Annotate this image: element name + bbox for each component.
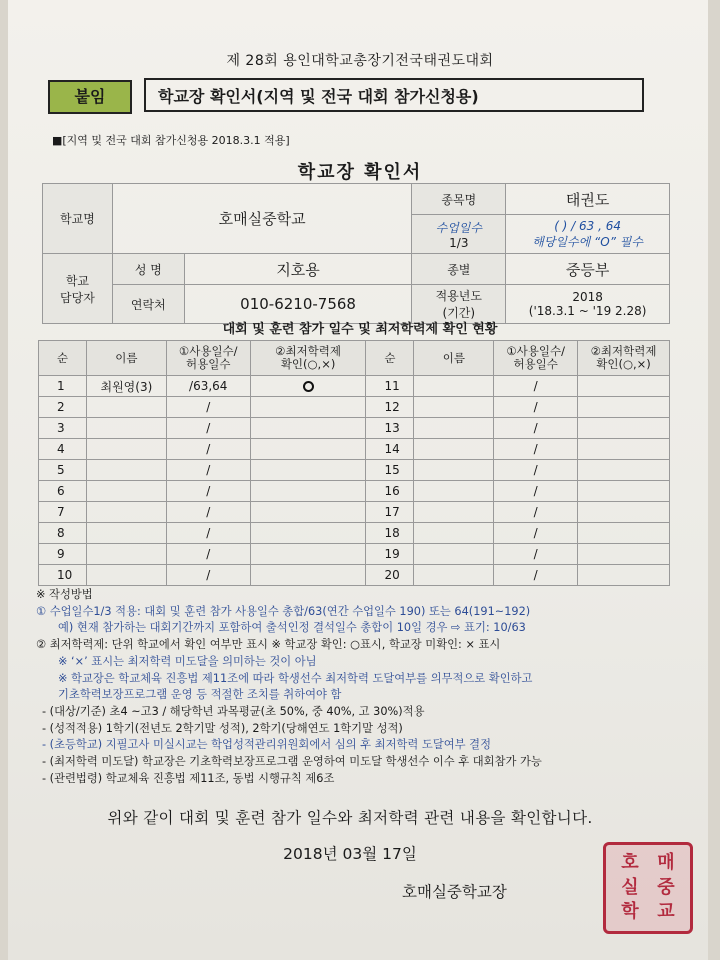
manager-label (43, 254, 113, 324)
col-no-2: 순 (366, 341, 414, 376)
attachment-badge: 붙임 (48, 80, 132, 114)
issue-date: 2018년 03월 17일 (283, 845, 417, 863)
row-name (86, 565, 166, 586)
note-3: ※ ‘×’ 표시는 최저학력 미도달을 의미하는 것이 아님 (58, 654, 317, 668)
row-check (250, 481, 366, 502)
row-number: 16 (366, 481, 414, 502)
class-days-hint: 해당일수에 “O” 필수 (532, 234, 643, 249)
status-table-title: 대회 및 훈련 참가 일수 및 최저학력제 확인 현황 (222, 322, 498, 337)
row-name (414, 481, 494, 502)
row-check (578, 502, 670, 523)
period-label-line2: (기간) (442, 306, 476, 320)
division-value: 중등부 (506, 254, 670, 285)
row-number: 13 (366, 418, 414, 439)
row-check (578, 397, 670, 418)
col-min-2 (578, 341, 670, 376)
row-number: 11 (366, 376, 414, 397)
row-check (250, 460, 366, 481)
col-min (250, 341, 366, 376)
row-days: / (166, 523, 250, 544)
row-days: / (166, 418, 250, 439)
row-check (578, 565, 670, 586)
circle-mark-icon (303, 381, 314, 392)
row-number: 5 (39, 460, 87, 481)
row-days: / (494, 502, 578, 523)
row-number: 20 (366, 565, 414, 586)
row-check (250, 376, 366, 397)
row-days: / (166, 565, 250, 586)
confirmation-statement: 위와 같이 대회 및 훈련 참가 일수와 최저학력 관련 내용을 확인합니다. (107, 809, 593, 827)
table-row (39, 460, 670, 481)
col-days2-line2: 허용일수 (513, 357, 558, 371)
row-check (578, 523, 670, 544)
row-number: 17 (366, 502, 414, 523)
seal-char: 매 (657, 852, 675, 873)
row-days: / (494, 523, 578, 544)
row-number: 2 (39, 397, 87, 418)
col-days (166, 341, 250, 376)
row-name (414, 502, 494, 523)
row-check (250, 523, 366, 544)
row-name (86, 460, 166, 481)
note-4b: 기초학력보장프로그램 운영 등 적절한 조치를 취하여야 함 (58, 688, 342, 702)
seal-char: 실 (621, 876, 639, 898)
row-days: / (494, 481, 578, 502)
table-row (39, 376, 670, 397)
row-number: 4 (39, 439, 87, 460)
document-title: 학교장 확인서 (297, 162, 423, 183)
row-name (86, 397, 166, 418)
contact-number: 010-6210-7568 (184, 285, 412, 324)
row-name (414, 544, 494, 565)
table-row (39, 418, 670, 439)
row-name: 최원영(3) (86, 376, 166, 397)
col-no: 순 (39, 341, 87, 376)
period-range: ('18.3.1 ~ '19 2.28) (528, 304, 647, 318)
col-days-line1: ①사용일수/ (178, 344, 238, 358)
row-check (250, 439, 366, 460)
row-days: / (494, 376, 578, 397)
note-7: - (초등학교) 지필고사 미실시교는 학업성적관리위원회에서 심의 후 최저학력 도달여부 결정 (42, 738, 491, 752)
table-row (39, 439, 670, 460)
note-1a: ① 수업일수1/3 적용: 대회 및 훈련 참가 사용일수 총합/63(연간 수업일수 190) 또는 64(191~192) (36, 604, 531, 618)
class-days-count: ( ) / 63 , 64 (554, 218, 622, 233)
row-days: / (494, 397, 578, 418)
seal-char: 중 (657, 876, 675, 898)
row-name (414, 565, 494, 586)
row-number: 6 (39, 481, 87, 502)
note-8: - (최저학력 미도달) 학교장은 기초학력보장프로그램 운영하여 미도달 학생선수 이수 후 대회참가 가능 (42, 755, 542, 769)
row-name (86, 481, 166, 502)
table-header-row (39, 341, 670, 376)
row-check (578, 544, 670, 565)
event-title: 제 28회 용인대학교총장기전국태권도대회 (226, 53, 494, 69)
row-days: / (166, 544, 250, 565)
table-row (39, 502, 670, 523)
manager-label-line2: 담당자 (60, 290, 95, 305)
manager-name: 지호용 (184, 254, 412, 285)
col-min2-line1: ②최저학력제 (590, 344, 657, 358)
col-days-line2: 허용일수 (186, 357, 231, 371)
participation-table (38, 340, 670, 586)
row-number: 7 (39, 502, 87, 523)
row-name (414, 523, 494, 544)
note-2: ② 최저학력제: 단위 학교에서 확인 여부만 표시 ※ 학교장 확인: ○표시, 학교장 미확인: × 표시 (36, 638, 501, 652)
row-days: / (166, 481, 250, 502)
class-days-value (506, 215, 670, 254)
note-5: - (대상/기준) 초4 ~고3 / 해당학년 과목평균(초 50%, 중 40%, 고 30%)적용 (42, 704, 425, 718)
seal-char: 교 (657, 901, 675, 923)
official-seal (603, 842, 693, 934)
row-name (414, 460, 494, 481)
class-days-label-text: 수업일수 (435, 220, 482, 235)
table-row (39, 523, 670, 544)
row-days: / (494, 460, 578, 481)
row-name (86, 439, 166, 460)
row-check (578, 481, 670, 502)
row-number: 3 (39, 418, 87, 439)
row-check (250, 502, 366, 523)
row-number: 15 (366, 460, 414, 481)
seal-char: 호 (621, 852, 639, 873)
row-check (250, 544, 366, 565)
row-name (414, 418, 494, 439)
row-check (250, 565, 366, 586)
period-label-line1: 적용년도 (435, 289, 482, 303)
row-check (250, 418, 366, 439)
row-number: 8 (39, 523, 87, 544)
row-check (578, 439, 670, 460)
name-label: 성 명 (112, 254, 184, 285)
row-days: / (494, 418, 578, 439)
principal-signature: 호매실중학교장 (402, 883, 507, 901)
sport-label: 종목명 (412, 184, 506, 215)
row-check (578, 418, 670, 439)
row-number: 9 (39, 544, 87, 565)
note-9: - (관련법령) 학교체육 진흥법 제11조, 동법 시행규칙 제6조 (42, 771, 335, 785)
school-name-label: 학교명 (43, 184, 113, 254)
note-4a: ※ 학교장은 학교체육 진흥법 제11조에 따라 학생선수 최저학력 도달여부를 의무적으로 확인하고 (58, 671, 533, 685)
row-number: 19 (366, 544, 414, 565)
row-name (86, 502, 166, 523)
col-days-2 (494, 341, 578, 376)
school-name: 호매실중학교 (112, 184, 412, 254)
table-body (39, 376, 670, 586)
table-row (39, 397, 670, 418)
sport-value: 태권도 (506, 184, 670, 215)
seal-characters (612, 851, 684, 925)
notes-heading: ※ 작성방법 (36, 588, 93, 601)
col-min2-line2: 확인(○,×) (596, 357, 651, 371)
row-number: 14 (366, 439, 414, 460)
col-min-line1: ②최저학력제 (275, 344, 342, 358)
row-days: /63,64 (166, 376, 250, 397)
table-row (39, 481, 670, 502)
note-6: - (성적적용) 1학기(전년도 2학기말 성적), 2학기(당해연도 1학기말 성적) (42, 721, 403, 735)
form-heading: 학교장 확인서(지역 및 전국 대회 참가신청용) (144, 78, 644, 112)
manager-label-line1: 학교 (65, 273, 90, 288)
row-days: / (166, 397, 250, 418)
division-label: 종별 (412, 254, 506, 285)
class-days-label (412, 215, 506, 254)
col-name-2: 이름 (414, 341, 494, 376)
row-number: 12 (366, 397, 414, 418)
row-days: / (166, 439, 250, 460)
row-days: / (494, 565, 578, 586)
row-check (578, 460, 670, 481)
class-days-fraction: 1/3 (449, 235, 469, 250)
row-check (250, 397, 366, 418)
note-1b: 예) 현재 참가하는 대회기간까지 포함하여 출석인정 결석일수 총합이 10일 경우 ⇨ 표기: 10/63 (58, 621, 526, 635)
table-row (39, 565, 670, 586)
row-days: / (494, 544, 578, 565)
row-number: 10 (39, 565, 87, 586)
contact-label: 연락처 (112, 285, 184, 324)
row-name (86, 418, 166, 439)
row-number: 1 (39, 376, 87, 397)
row-number: 18 (366, 523, 414, 544)
col-min-line2: 확인(○,×) (280, 357, 336, 371)
school-info-table (42, 183, 670, 324)
row-days: / (494, 439, 578, 460)
row-check (578, 376, 670, 397)
col-days2-line1: ①사용일수/ (506, 344, 565, 358)
table-row (39, 544, 670, 565)
row-name (86, 544, 166, 565)
row-days: / (166, 502, 250, 523)
row-name (86, 523, 166, 544)
apply-note: ■[지역 및 전국 대회 참가신청용 2018.3.1 적용] (52, 134, 290, 147)
col-name: 이름 (86, 341, 166, 376)
row-name (414, 376, 494, 397)
row-name (414, 397, 494, 418)
period-year: 2018 (572, 290, 603, 304)
row-days: / (166, 460, 250, 481)
row-name (414, 439, 494, 460)
seal-char: 학 (621, 901, 639, 923)
instructions (36, 587, 696, 787)
